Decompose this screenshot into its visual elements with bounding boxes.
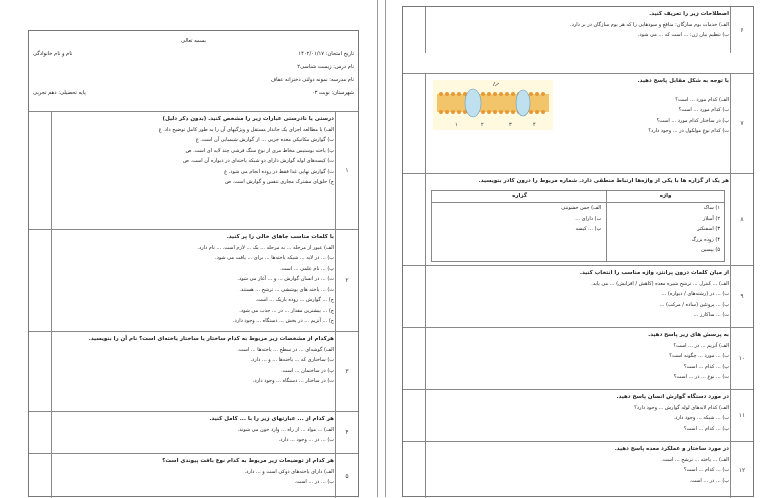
question-8 (403, 173, 753, 265)
question-text: از میان کلمات درون پرانتز، واژه مناسب را انتخاب کنید. (579, 270, 729, 276)
question-text: الف) ... یاخته ... ترشح ... است. (661, 456, 729, 463)
statement-item: ب) دارای ... (575, 215, 602, 222)
question-text: ت) کیسه‌های لوله گوارش دارای دو شبکه یاخته‌ای در دیواره آن است. ص (182, 158, 334, 164)
question-text: الف) خدمات بوم سازگان: منافع و سودهایی را که هر بوم سازگان در بر دارد. (570, 21, 729, 28)
column-header: گزاره (432, 191, 607, 203)
question-text: هرکدام از مشخصات زیر مربوط به کدام ساختار یا ساختار یاخته‌ای است؟ نام آن را بنویسید. (88, 336, 334, 342)
question-number: ۱۲ (730, 442, 753, 498)
question-6 (403, 7, 753, 53)
question-text: ث) گوارش نهایی غذا فقط در روده انجام می شود. غ (224, 168, 334, 175)
question-text: الف) کدام مورد ... است؟ (675, 96, 729, 103)
column-header: واژه (607, 191, 724, 203)
name-label: نام و نام خانوادگی (33, 51, 73, 57)
score-cell (403, 390, 426, 441)
question-number: ۵ (335, 454, 358, 498)
exam-page-1 (0, 0, 378, 497)
matching-table (431, 190, 725, 262)
question-number: ۷ (730, 74, 753, 173)
score-cell (403, 7, 426, 53)
question-text: با توجه به شکل مقابل پاسخ دهید. (637, 78, 729, 84)
question-text: ب) تنظیم بیان ژن: ... است که ... می شود. (637, 32, 729, 38)
question-text: ب) ساختاری که ... یاخته‌ها ... و ... دارد. (250, 357, 334, 363)
question-text: به پرسش های زیر پاسخ دهید. (648, 332, 729, 338)
date-label: تاریخ امتحان: ۱۴۰۲/۰۱/۱۷ (298, 51, 354, 57)
question-text: ب) ... در ... وجود ... دارد. (278, 437, 334, 443)
question-text: الف) عبور از مرحله ... به مرحله ... یک ... لازم است. ... نام دارد. (197, 244, 334, 251)
score-cell (403, 328, 426, 389)
question-number: ۳ (335, 332, 358, 411)
question-text: ب) ... در لایه ... شبکه یاخته‌ها ... برای ... یافت می شود. (215, 255, 334, 261)
question-text: درستی یا نادرستی عبارات زیر را مشخص کنید. (بدون ذکر دلیل) (162, 116, 334, 122)
cell-membrane-figure (433, 80, 553, 130)
question-text: پ) ... در ... است. (689, 477, 729, 484)
word-item: ۵) پپسین (701, 247, 720, 253)
exam-frame (28, 30, 359, 497)
score-cell (403, 74, 426, 173)
header-title: بسمه تعالی (181, 38, 206, 44)
city-label: شهرستان: نوبت ۰۳ (311, 90, 354, 96)
question-number: ۶ (730, 7, 753, 53)
subject-label: نام درس: زیست شناسی۲ (297, 64, 354, 70)
question-text: ب) ... شبکه ... وجود دارد. (673, 415, 729, 421)
question-text: ب) کدام مورد ... است؟ (678, 107, 729, 113)
question-text: پ) ... نام علمی ... است. (280, 265, 334, 272)
question-text: ب) گوارش مکانیکی معده جزیی ... از گوارش شیمیایی آن است. غ (195, 137, 334, 143)
question-text: الف) دارای یاخته‌های دوکی است و ... دارد. (244, 468, 334, 475)
question-11 (403, 389, 753, 441)
question-text: پ) ... کدام ... است؟ (683, 363, 729, 370)
question-text: هر کدام از ... عبارتهای زیر را با ... کامل کنید. (209, 416, 334, 422)
question-text: الف) با مطالعه اجزای یک جاندار مستقل و ویژگیهای آن را به طور کامل توضیح داد. غ (158, 126, 334, 133)
question-text: الف) ... مواد ... از راه ... وارد خون می شوند. (237, 426, 334, 433)
question-7 (403, 73, 753, 173)
question-text: الف) گوشه‌ای ... در سطح ... یاخته‌ها ... است. (237, 346, 334, 353)
question-text: ث) ... یاخته های پوششی ... ترشح ... هستند. (239, 286, 334, 293)
score-cell (403, 174, 426, 265)
question-text: ج) ... گوارش ... روده باریک ... است. (255, 297, 334, 303)
score-cell (403, 442, 426, 498)
score-cell (29, 230, 52, 331)
score-cell (29, 332, 52, 411)
word-item: ۳) اسفنکتر (697, 226, 720, 232)
figure-label: ۳ (509, 122, 512, 128)
question-number: ۴ (335, 412, 358, 453)
question-number: ۱ (335, 112, 358, 229)
question-text: ب) ... مورد ... چگونه است؟ (669, 353, 729, 359)
grade-label: پایه تحصیلی: دهم تجربی (33, 90, 86, 96)
question-text: در مورد دستگاه گوارش انسان پاسخ دهید. (616, 394, 729, 400)
word-item: ۴) روده بزرگ (691, 236, 720, 243)
question-text: ت) ... در انسان گوارش ... و ... آغاز می شود. (237, 276, 334, 282)
question-text: هر کدام از توضیحات زیر مربوط به کدام نوع بافت پیوندی است؟ (162, 458, 334, 464)
question-2 (29, 229, 358, 331)
question-9 (403, 265, 753, 327)
question-text: پ) ... کدام ... است؟ (683, 425, 729, 432)
question-text: پ) یاخته بوستیس مخاط مری از نوع سنگ فرشی چند لایه ای است. ص (185, 147, 334, 154)
question-number: ۹ (730, 266, 753, 327)
question-number: ۲ (335, 230, 358, 331)
question-text: پ) در ساختار کدام مورد ... است؟ (656, 117, 729, 124)
question-text: ت) ... ساکارز ... (693, 312, 729, 318)
question-text: الف) کدام لایه‌های لوله گوارش ... وجود دارد؟ (634, 404, 729, 411)
question-text: پ) در ساختمان ... است. (281, 367, 334, 374)
score-cell (29, 454, 52, 498)
question-text: در مورد ساختار و عملکرد معده پاسخ دهید. (614, 446, 729, 452)
exam-header (29, 31, 358, 111)
exam-page-2 (385, 0, 768, 497)
statement-item: پ) ... کیسه (575, 226, 602, 232)
question-text: الف) ... کنترل ... ترشح شیره معده (کاهش / افزایش) ... می یابد. (591, 280, 729, 287)
question-text: ح) ... آنزیم ... در بخش ... دستگاه ... وجود دارد. (232, 318, 334, 324)
question-5 (29, 453, 358, 498)
question-number: ۱۱ (730, 390, 753, 441)
words-column (606, 191, 724, 261)
question-12 (403, 441, 753, 498)
figure-label: ۲ (481, 122, 484, 128)
statements-column (432, 191, 607, 261)
question-4 (29, 411, 358, 453)
score-cell (29, 112, 52, 229)
question-text: پ) ... پروتئین (ساده / مرکب) ... (659, 301, 729, 308)
question-text: چ) ... بیشترین مقدار ... در ... جذب می شود. (239, 307, 334, 314)
question-10 (403, 327, 753, 389)
question-text: هر یک از گزاره ها با یکی از واژه‌ها ارتباط منطقی دارد. شماره مربوط را درون کادر بنویسید. (478, 178, 729, 184)
statement-item: الف) جس خشونتی (561, 205, 602, 211)
question-number: ۱۰ (730, 328, 753, 389)
question-text: ت) کدام نوع مولکول در ... وجود دارد؟ (648, 128, 729, 134)
school-label: نام مدرسه: نمونه دولتی دخترانه عفاف (270, 77, 354, 83)
score-cell (403, 266, 426, 327)
question-1 (29, 111, 358, 229)
figure-label: ۴ (533, 122, 536, 128)
question-3 (29, 331, 358, 411)
question-text: ب) ... در (رشته‌های / دیواره) ... (661, 291, 729, 297)
word-item: ۱) ساک (703, 205, 720, 211)
question-text: ب) ... در ... است. (294, 479, 334, 485)
figure-label: ۱ (455, 122, 458, 128)
question-number: ۸ (730, 174, 753, 265)
question-text: ج) حلق‌ای مشترک مجاری تنفس و گوارش است. ص (225, 179, 334, 185)
score-cell (29, 412, 52, 453)
question-text: با کلمات مناسب جاهای خالی را پر کنید. (226, 234, 334, 240)
question-text: اصطلاحات زیر را تعریف کنید. (649, 11, 729, 17)
word-item: ۲) آمیلاز (702, 215, 720, 222)
question-text: ت) ... نوع ... در ... است؟ (673, 374, 729, 380)
exam-frame (402, 6, 754, 497)
question-text: ت) در ساختار ... دستگاه ... وجود دارد. (252, 378, 334, 384)
question-text: ب) ... کدام ... است؟ (683, 467, 729, 473)
question-text: الف) آنزیم ... در ... است؟ (673, 342, 729, 349)
